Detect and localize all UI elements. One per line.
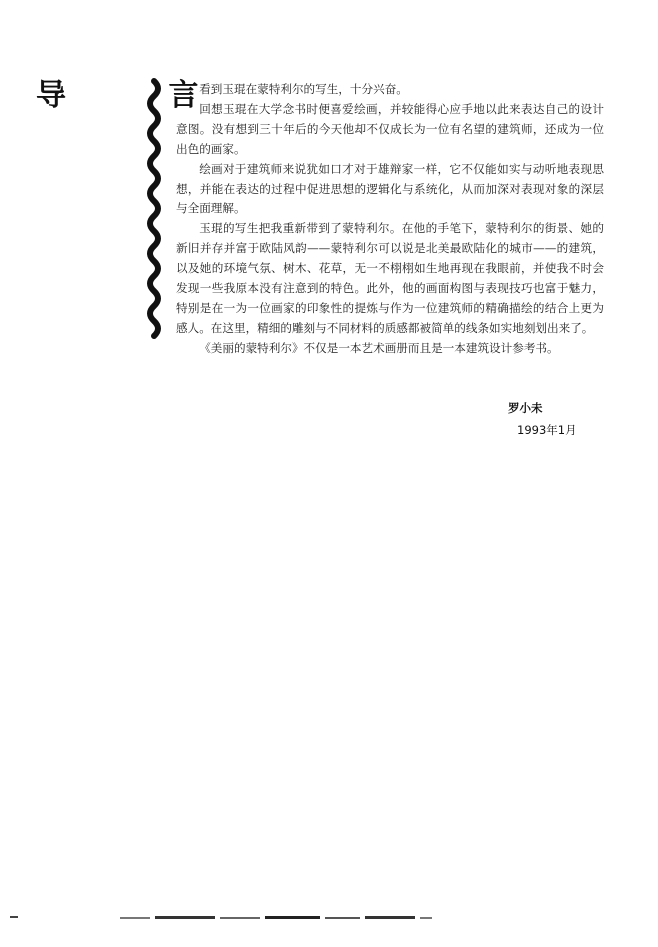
author-name: 罗小未 bbox=[508, 401, 543, 415]
page-title: 导 言 bbox=[36, 78, 245, 113]
paragraph: 玉琨的写生把我重新带到了蒙特利尔。在他的手笔下，蒙特利尔的街景、她的新旧并存并富于欧陆风韵——蒙特利尔可以说是北美最欧陆化的城市——的建筑，以及她的环境气氛、树木、花草，无一不栩栩如生地再现在我眼前，并使我不时会发现一些我原本没有注意到的特色。此外，他的画面构图与表现技巧也富于魅力，特别是在一为一位画家的印象性的提炼与作为一位建筑师的精确描绘的结合上更为感人。在这里，精细的雕刻与不同材料的质感都被简单的线条如实地刻划出来了。 bbox=[176, 221, 604, 335]
paragraph: 回想玉琨在大学念书时便喜爱绘画，并较能得心应手地以此来表达自己的设计意图。没有想到三十年后的今天他却不仅成长为一位有名望的建筑师，还成为一位出色的画家。 bbox=[176, 101, 604, 156]
paragraph: 《美丽的蒙特利尔》不仅是一本艺术画册而且是一本建筑设计参考书。 bbox=[199, 340, 559, 355]
scan-artifact-marks bbox=[0, 910, 658, 924]
signature-block bbox=[508, 397, 577, 441]
body-text bbox=[176, 80, 604, 359]
paragraph: 看到玉琨在蒙特利尔的写生，十分兴奋。 bbox=[199, 82, 408, 96]
paragraph: 绘画对于建筑师来说犹如口才对于雄辩家一样，它不仅能如实与动听地表现思想，并能在表达的过程中促进思想的逻辑化与系统化，从而加深对表现对象的深层与全面理解。 bbox=[176, 161, 604, 216]
wavy-line-ornament bbox=[144, 78, 164, 340]
signature-date: 1993年1月 bbox=[517, 423, 577, 437]
